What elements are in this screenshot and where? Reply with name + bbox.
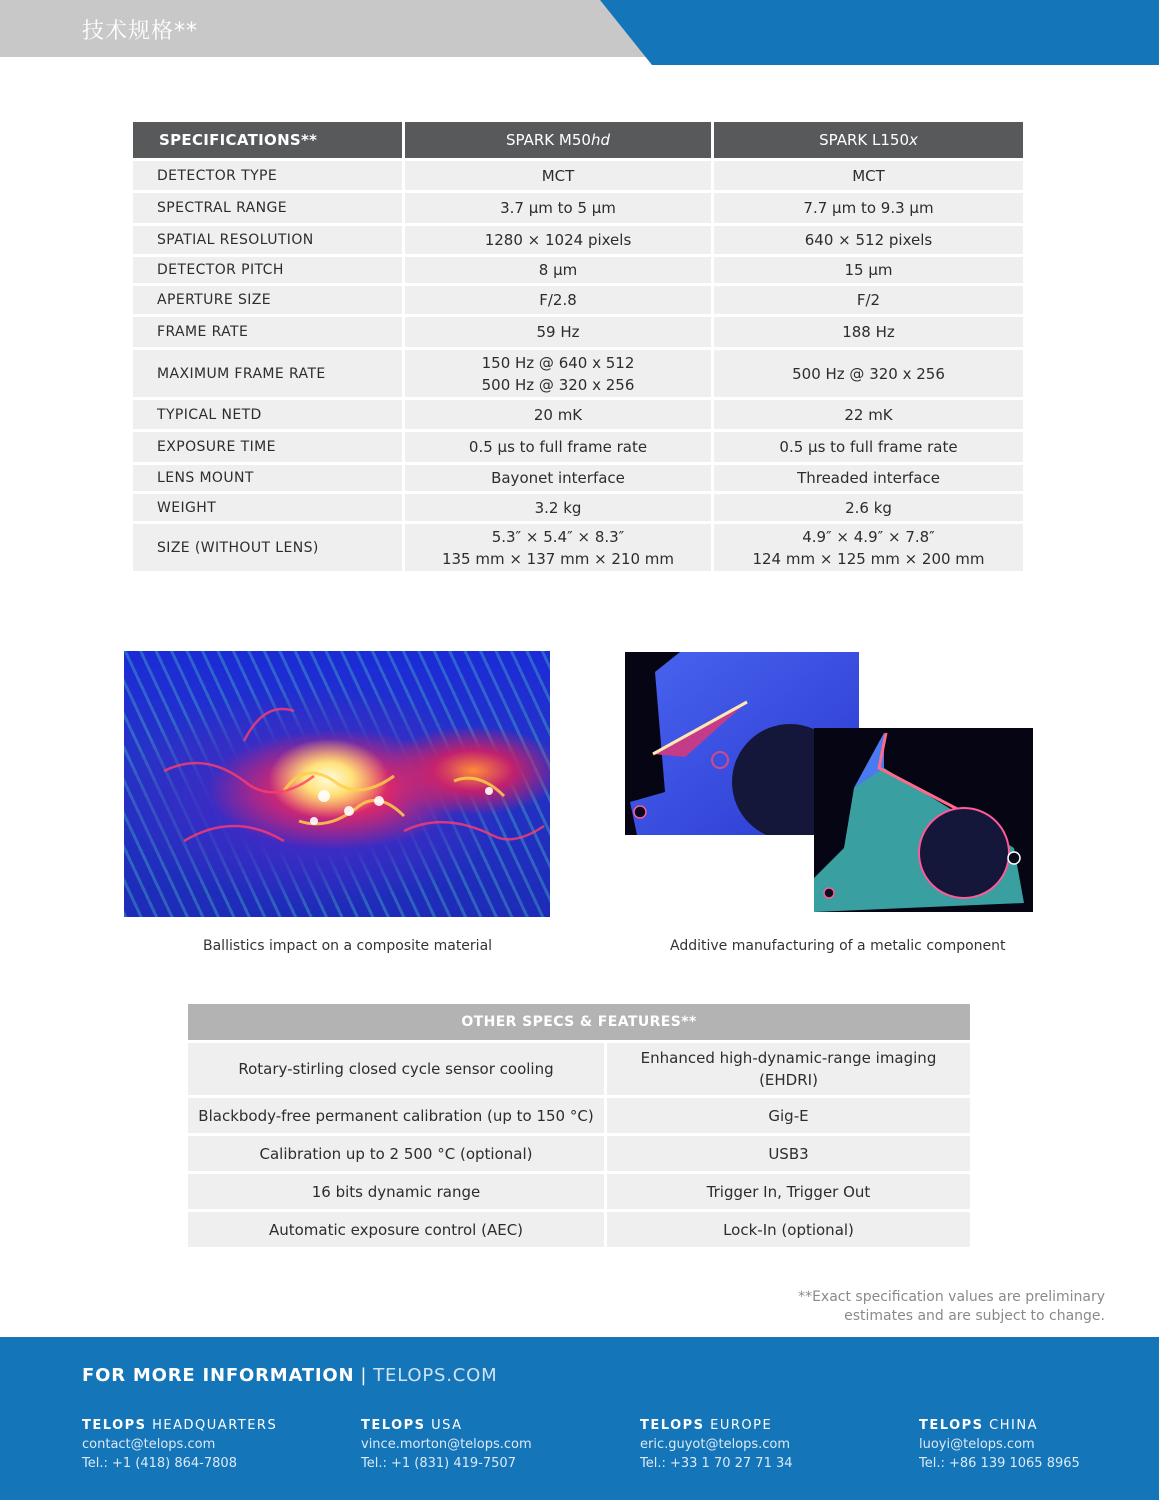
other-specs-table xyxy=(188,1004,970,1250)
other-feature-cell xyxy=(607,1212,970,1250)
spec-value-l150 xyxy=(714,350,1023,400)
spec-value-line: F/2 xyxy=(856,291,881,309)
spec-value-m50 xyxy=(405,494,714,524)
ballistics-thermal-overlay xyxy=(124,651,550,917)
spec-row xyxy=(133,400,1023,432)
spec-value-line: MCT xyxy=(541,166,575,185)
other-feature-cell xyxy=(188,1098,607,1136)
spec-label: SPECTRAL RANGE xyxy=(133,193,405,226)
spec-value-l150 xyxy=(714,432,1023,465)
other-feature-line: Lock-In (optional) xyxy=(723,1220,854,1239)
office-brand: TELOPS xyxy=(919,1418,984,1433)
footnote xyxy=(798,1288,1105,1326)
office-contact xyxy=(640,1416,880,1473)
spec-value-l150 xyxy=(714,400,1023,432)
spec-value-m50 xyxy=(405,286,714,317)
spec-value-m50 xyxy=(405,161,714,193)
spec-row xyxy=(133,524,1023,574)
spec-row xyxy=(133,494,1023,524)
other-feature-line: USB3 xyxy=(768,1144,809,1163)
other-feature-line: Calibration up to 2 500 °C (optional) xyxy=(259,1144,533,1163)
spec-value-line: 20 mK xyxy=(533,405,583,424)
spec-header-specifications: SPECIFICATIONS** xyxy=(133,122,405,161)
office-name xyxy=(919,1416,1159,1435)
spec-value-line: F/2.8 xyxy=(539,291,577,309)
footnote-line: **Exact specification values are preliminary xyxy=(798,1289,1105,1305)
other-row xyxy=(188,1136,970,1174)
office-brand: TELOPS xyxy=(361,1418,426,1433)
spec-value-m50 xyxy=(405,350,714,400)
other-specs-header: OTHER SPECS & FEATURES** xyxy=(188,1004,970,1043)
spec-body xyxy=(133,161,1023,574)
spec-value-l150 xyxy=(714,161,1023,193)
telops-website-link[interactable]: TELOPS.COM xyxy=(373,1365,498,1386)
spec-label: APERTURE SIZE xyxy=(133,286,405,317)
spec-row xyxy=(133,193,1023,226)
spec-value-m50 xyxy=(405,400,714,432)
office-name xyxy=(640,1416,880,1435)
spec-value-l150 xyxy=(714,257,1023,286)
spec-value-line: 500 Hz @ 320 x 256 xyxy=(792,364,945,383)
other-feature-line: Trigger In, Trigger Out xyxy=(706,1182,871,1201)
specifications-table xyxy=(133,122,1023,574)
spec-value-line: 188 Hz xyxy=(842,323,895,341)
spec-value-line: 3.2 kg xyxy=(534,498,582,517)
other-feature-cell xyxy=(607,1043,970,1098)
office-contact xyxy=(82,1416,322,1473)
other-feature-cell xyxy=(188,1136,607,1174)
spec-value-l150 xyxy=(714,317,1023,350)
office-brand: TELOPS xyxy=(82,1418,147,1433)
other-feature-cell xyxy=(188,1174,607,1212)
spec-value-l150 xyxy=(714,524,1023,574)
spec-header-row xyxy=(133,122,1023,161)
spec-value-line: 8 µm xyxy=(538,261,578,279)
spec-row xyxy=(133,286,1023,317)
metal-part-thermal-image-2 xyxy=(814,728,1033,912)
spec-row xyxy=(133,465,1023,494)
office-brand: TELOPS xyxy=(640,1418,705,1433)
metal-part-shape-2 xyxy=(814,728,1033,912)
other-feature-line: Blackbody-free permanent calibration (up to 150 °C) xyxy=(198,1106,594,1125)
spec-row xyxy=(133,257,1023,286)
spec-value-m50 xyxy=(405,524,714,574)
spec-value-m50 xyxy=(405,432,714,465)
spec-row xyxy=(133,432,1023,465)
spec-value-line: 150 Hz @ 640 x 512 xyxy=(481,353,635,372)
spec-label: TYPICAL NETD xyxy=(133,400,405,432)
spec-value-m50 xyxy=(405,193,714,226)
spec-value-line: 22 mK xyxy=(844,405,893,424)
other-row xyxy=(188,1174,970,1212)
spec-row xyxy=(133,226,1023,257)
spec-label: SIZE (WITHOUT LENS) xyxy=(133,524,405,574)
spec-value-line: 1280 × 1024 pixels xyxy=(484,231,632,249)
spec-value-m50 xyxy=(405,465,714,494)
spec-value-l150 xyxy=(714,193,1023,226)
other-row xyxy=(188,1212,970,1250)
spec-row xyxy=(133,350,1023,400)
spec-value-line: Threaded interface xyxy=(797,469,940,487)
spec-value-line: MCT xyxy=(852,166,885,185)
spec-row xyxy=(133,317,1023,350)
spec-label: WEIGHT xyxy=(133,494,405,524)
spec-label: DETECTOR TYPE xyxy=(133,161,405,193)
other-row xyxy=(188,1098,970,1136)
spec-value-m50 xyxy=(405,317,714,350)
office-phone: Tel.: +1 (831) 419-7507 xyxy=(361,1456,516,1471)
spec-value-m50 xyxy=(405,257,714,286)
office-email[interactable]: luoyi@telops.com xyxy=(919,1437,1035,1452)
other-feature-cell xyxy=(188,1043,607,1098)
office-contact xyxy=(361,1416,601,1473)
spec-value-l150 xyxy=(714,286,1023,317)
office-region: USA xyxy=(431,1418,463,1433)
spec-value-l150 xyxy=(714,226,1023,257)
footer xyxy=(0,1337,1159,1500)
spec-value-l150 xyxy=(714,494,1023,524)
office-email[interactable]: eric.guyot@telops.com xyxy=(640,1437,791,1452)
spec-value-line: Bayonet interface xyxy=(491,469,625,487)
other-feature-line: Gig-E xyxy=(768,1106,809,1125)
spec-header-l150: SPARK L150x xyxy=(714,122,1023,161)
office-phone: Tel.: +1 (418) 864-7808 xyxy=(82,1456,237,1471)
office-name xyxy=(82,1416,322,1435)
spec-value-line: 59 Hz xyxy=(536,323,580,341)
spec-value-line: 640 × 512 pixels xyxy=(804,231,933,249)
spec-label: DETECTOR PITCH xyxy=(133,257,405,286)
spec-value-line: 15 µm xyxy=(844,261,893,279)
spec-label: SPATIAL RESOLUTION xyxy=(133,226,405,257)
spec-value-line: 0.5 µs to full frame rate xyxy=(779,438,958,456)
other-feature-cell xyxy=(607,1136,970,1174)
page-title: 技术规格** xyxy=(82,19,199,44)
office-region: HEADQUARTERS xyxy=(152,1418,278,1433)
more-info-separator: | xyxy=(360,1365,368,1386)
office-phone: Tel.: +86 139 1065 8965 xyxy=(919,1456,1080,1471)
additive-manufacturing-caption: Additive manufacturing of a metalic component xyxy=(670,938,1006,954)
spec-label: EXPOSURE TIME xyxy=(133,432,405,465)
spec-value-line: 500 Hz @ 320 x 256 xyxy=(481,375,635,394)
spec-value-line: 7.7 µm to 9.3 µm xyxy=(803,199,934,217)
office-email[interactable]: contact@telops.com xyxy=(82,1437,216,1452)
other-row xyxy=(188,1043,970,1098)
spec-value-line: 0.5 µs to full frame rate xyxy=(468,438,648,456)
spec-label: LENS MOUNT xyxy=(133,465,405,494)
more-info-label: FOR MORE INFORMATION xyxy=(82,1365,355,1386)
spec-value-line: 5.3″ × 5.4″ × 8.3″ xyxy=(491,527,625,546)
ballistics-caption: Ballistics impact on a composite material xyxy=(203,938,493,954)
spec-value-line: 124 mm × 125 mm × 200 mm xyxy=(752,549,985,568)
office-name xyxy=(361,1416,601,1435)
other-feature-line: (EHDRI) xyxy=(759,1071,818,1089)
other-feature-line: Rotary-stirling closed cycle sensor cooling xyxy=(238,1060,554,1078)
other-feature-line: Enhanced high-dynamic-range imaging xyxy=(640,1049,937,1067)
spec-row xyxy=(133,161,1023,193)
more-info-line xyxy=(82,1365,497,1386)
office-phone: Tel.: +33 1 70 27 71 34 xyxy=(640,1456,793,1471)
spec-value-l150 xyxy=(714,465,1023,494)
spec-label: FRAME RATE xyxy=(133,317,405,350)
spec-value-line: 2.6 kg xyxy=(845,498,892,517)
page-header xyxy=(0,0,1159,65)
ballistics-thermal-image xyxy=(124,651,550,917)
spec-value-line: 4.9″ × 4.9″ × 7.8″ xyxy=(802,527,935,546)
office-region: EUROPE xyxy=(710,1418,773,1433)
office-region: CHINA xyxy=(989,1418,1038,1433)
spec-value-m50 xyxy=(405,226,714,257)
spec-header-m50: SPARK M50hd xyxy=(405,122,714,161)
footnote-line: estimates and are subject to change. xyxy=(844,1308,1105,1324)
other-feature-line: Automatic exposure control (AEC) xyxy=(268,1220,524,1239)
spec-value-line: 135 mm × 137 mm × 210 mm xyxy=(441,549,675,568)
other-body xyxy=(188,1043,970,1250)
other-feature-cell xyxy=(607,1098,970,1136)
other-feature-cell xyxy=(607,1174,970,1212)
office-email[interactable]: vince.morton@telops.com xyxy=(361,1437,532,1452)
other-header-row xyxy=(188,1004,970,1043)
spec-label: MAXIMUM FRAME RATE xyxy=(133,350,405,400)
other-feature-cell xyxy=(188,1212,607,1250)
office-contact xyxy=(919,1416,1159,1473)
other-feature-line: 16 bits dynamic range xyxy=(311,1182,481,1201)
spec-value-line: 3.7 µm to 5 µm xyxy=(500,199,616,217)
